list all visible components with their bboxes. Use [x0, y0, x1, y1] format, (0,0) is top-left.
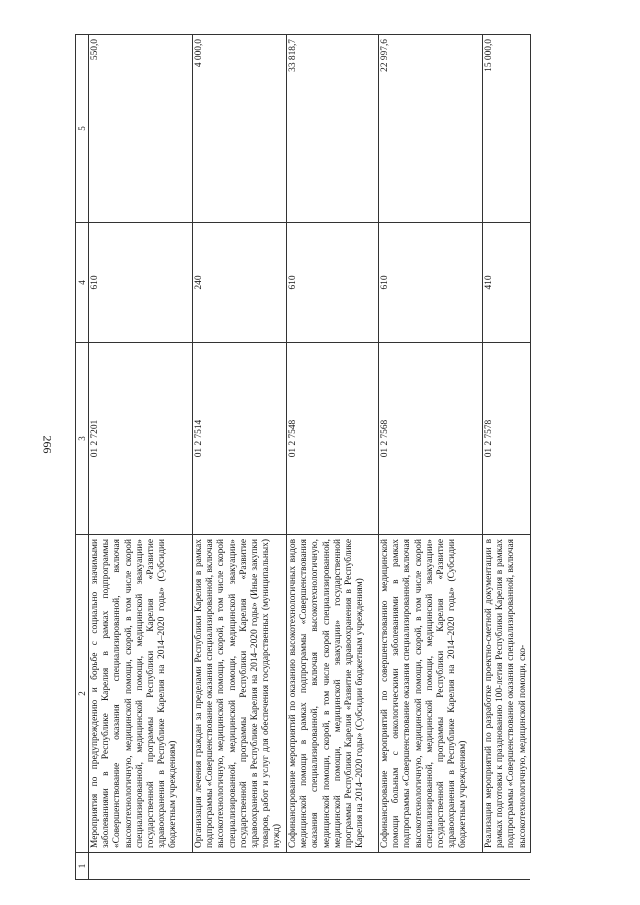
column-header-1: 1	[76, 853, 89, 880]
amount-cell: 22 997,6	[379, 35, 483, 223]
amount-cell: 550,0	[89, 35, 193, 223]
type-cell: 610	[287, 223, 379, 343]
page-number: 266	[40, 435, 55, 454]
table-row	[379, 35, 483, 880]
code-cell: 01 2 7548	[287, 343, 379, 535]
description-cell: Мероприятия по предупреждению и борьбе с социально значимыми заболеваниями в Республике Карелия в рамках подпрограммы «Совершенствование оказания специализированной, включая высокотехнологичную, медицинской помощи, скорой, в том числе скорой специализированной, медицинской помощи, медицинской эвакуации» государственной программы Республики Карелия «Развитие здравоохранения в Республике Карелия на 2014–2020 годы» (Субсидии бюджетным учреждениям)	[89, 535, 193, 853]
row-number-cell	[379, 853, 483, 880]
code-cell: 01 2 7568	[379, 343, 483, 535]
amount-cell: 15 000,0	[483, 35, 531, 223]
description-cell: Организация лечения граждан за пределами Республики Карелия в рамках подпрограммы «Совершенствование оказания специализированной, включая высокотехнологичную, медицинской помощи, скорой, в том числе скорой специализированной, медицинской помощи, медицинской эвакуации» государственной программы Республики Карелия «Развитие здравоохранения в Республике Карелия на 2014–2020 годы» (Иные закупки товаров, работ и услуг для обеспечения государственных (муниципальных) нужд)	[193, 535, 287, 853]
row-number-cell	[89, 853, 193, 880]
code-cell: 01 2 7578	[483, 343, 531, 535]
column-header-4: 4	[76, 223, 89, 343]
column-header-3: 3	[76, 343, 89, 535]
row-number-cell	[483, 853, 531, 880]
description-cell: Софинансирование мероприятий по совершенствованию медицинской помощи больным с онкологическими заболеваниями в рамках подпрограммы «Совершенствование оказания специализированной, включая высокотехнологичную, медицинской помощи, скорой, в том числе скорой специализированной, медицинской помощи, медицинской эвакуации» государственной программы Республики Карелия «Развитие здравоохранения в Республике Карелия на 2014–2020 годы» (Субсидии бюджетным учреждениям)	[379, 535, 483, 853]
table-row	[287, 35, 379, 880]
type-cell: 610	[379, 223, 483, 343]
type-cell: 610	[89, 223, 193, 343]
code-cell: 01 2 7514	[193, 343, 287, 535]
column-header-2: 2	[76, 535, 89, 853]
amount-cell: 33 818,7	[287, 35, 379, 223]
table-row	[193, 35, 287, 880]
type-cell: 410	[483, 223, 531, 343]
amount-cell: 4 000,0	[193, 35, 287, 223]
code-cell: 01 2 7201	[89, 343, 193, 535]
table-row	[89, 35, 193, 880]
description-cell: Софинансирование мероприятий по оказанию высокотехнологичных видов медицинской помощи в рамках подпрограммы «Совершенствования оказания специализированной, включая высокотехнологичную, медицинской помощи, скорой, в том числе скорой специализированной, медицинской помощи, медицинской эвакуации» государственной программы Республики Карелия «Развитие здравоохранения в Республике Карелия на 2014–2020 годы» (Субсидии бюджетным учреждениям)	[287, 535, 379, 853]
header-row	[76, 35, 89, 880]
type-cell: 240	[193, 223, 287, 343]
rotated-page-content	[75, 35, 615, 880]
column-header-5: 5	[76, 35, 89, 223]
description-cell: Реализация мероприятий по разработке проектно-сметной документации в рамках подготовки к празднованию 100-летия Республики Карелия в рамках подпрограммы «Совершенствование оказания специализированной, включая высокотехнологичную, медицинской помощи, ско-	[483, 535, 531, 853]
row-number-cell	[287, 853, 379, 880]
budget-table	[75, 34, 531, 880]
table-row	[483, 35, 531, 880]
row-number-cell	[193, 853, 287, 880]
